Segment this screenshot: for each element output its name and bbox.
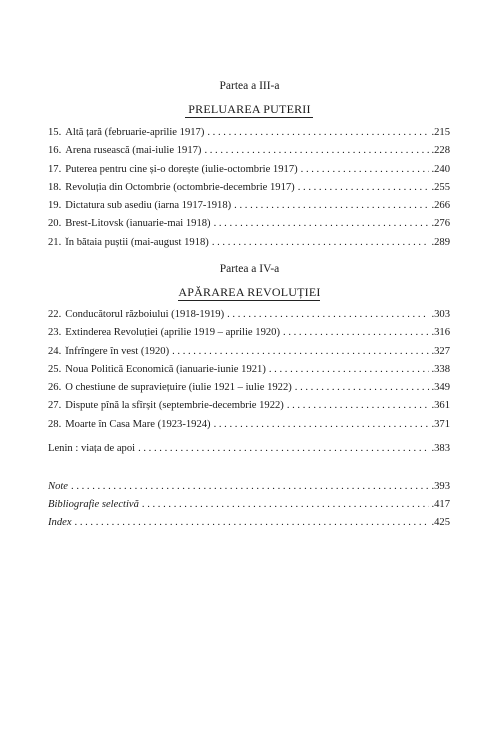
page-number: .266: [431, 200, 450, 212]
title-underline: [178, 300, 320, 301]
toc-entry: [48, 237, 450, 255]
chapter-title: Dictatura sub asediu (iarna 1917-1918): [65, 200, 232, 212]
toc-entry: [48, 481, 450, 499]
page-number: .327: [431, 345, 450, 357]
chapter-number: 24.: [48, 345, 62, 357]
dot-leader: [301, 164, 430, 175]
back-matter-title: Note: [48, 481, 69, 492]
chapter-title: Noua Politică Economică (ianuarie-iunie 1921): [65, 363, 266, 375]
dot-leader: [75, 517, 430, 528]
dot-leader: [287, 400, 430, 411]
page-number: .417: [431, 499, 450, 510]
chapter-title: Altă țară (februarie-aprilie 1917): [65, 127, 205, 138]
part-title: APĂRAREA REVOLUȚIEI: [178, 285, 321, 299]
dot-leader: [138, 443, 429, 454]
chapter-title: O chestiune de supraviețuire (iulie 1921 – iulie 1922): [65, 382, 292, 394]
chapter-number: 27.: [48, 400, 62, 412]
dot-leader: [207, 127, 429, 138]
chapter-number: 28.: [48, 418, 62, 430]
chapter-number: 17.: [48, 163, 62, 175]
page-number: .255: [431, 181, 450, 193]
chapter-title: Înfrîngere în vest (1920): [65, 345, 170, 357]
dot-leader: [298, 182, 430, 193]
toc-entry: [48, 382, 450, 400]
page-number: .361: [431, 400, 450, 412]
toc-list-back-matter: [48, 481, 450, 535]
toc-entry: [48, 145, 450, 163]
page-number: .276: [431, 218, 450, 230]
toc-entry: [48, 346, 450, 364]
part-heading: Partea a IV-a: [219, 263, 280, 275]
page-number: .289: [431, 236, 450, 248]
page-number: .393: [431, 481, 450, 492]
toc-entry: [48, 182, 450, 200]
dot-leader: [283, 327, 429, 338]
title-underline: [185, 117, 313, 118]
page-number: .371: [431, 418, 450, 430]
toc-list-part3: [48, 127, 450, 255]
page-number: .383: [431, 443, 450, 454]
dot-leader: [214, 218, 430, 229]
dot-leader: [227, 309, 429, 320]
toc-entry: [48, 517, 450, 535]
back-matter-title: Index: [48, 517, 72, 528]
dot-leader: [172, 346, 429, 357]
toc-entry: [48, 364, 450, 382]
page-number: .338: [431, 363, 450, 375]
page-number: .349: [431, 382, 450, 394]
part-heading: Partea a III-a: [219, 80, 280, 92]
back-matter-title: Bibliografie selectivă: [48, 499, 139, 510]
chapter-title: Dispute pînă la sfîrșit (septembrie-decembrie 1922): [65, 400, 284, 412]
chapter-title: Lenin : viața de apoi: [48, 443, 136, 454]
chapter-title: Arena rusească (mai-iulie 1917): [65, 145, 202, 157]
chapter-title: Moarte în Casa Mare (1923-1924): [65, 418, 211, 430]
chapter-number: 15.: [48, 127, 62, 138]
toc-entry: [48, 327, 450, 345]
chapter-number: 23.: [48, 327, 62, 339]
chapter-number: 26.: [48, 382, 62, 394]
dot-leader: [295, 382, 430, 393]
page-number: .240: [431, 163, 450, 175]
chapter-title: Revoluția din Octombrie (octombrie-decembrie 1917): [65, 181, 295, 193]
part-title: PRELUAREA PUTERII: [188, 102, 311, 116]
toc-entry: [48, 443, 450, 461]
chapter-title: Puterea pentru cine și-o dorește (iulie-octombrie 1917): [65, 163, 298, 175]
page-number: .425: [431, 517, 450, 528]
chapter-number: 19.: [48, 200, 62, 212]
toc-entry: [48, 164, 450, 182]
toc-list-afterlife: [48, 443, 450, 461]
toc-entry: [48, 309, 450, 327]
dot-leader: [234, 200, 429, 211]
toc-entry: [48, 499, 450, 517]
chapter-title: Extinderea Revoluției (aprilie 1919 – aprilie 1920): [65, 327, 281, 339]
page-number: .303: [431, 309, 450, 320]
toc-list-part4: [48, 309, 450, 437]
page-number: .215: [431, 127, 450, 138]
toc-entry: [48, 400, 450, 418]
chapter-number: 22.: [48, 309, 62, 320]
chapter-title: În bătaia puștii (mai-august 1918): [65, 236, 209, 248]
toc-entry: [48, 200, 450, 218]
chapter-number: 25.: [48, 363, 62, 375]
toc-entry: [48, 127, 450, 145]
dot-leader: [142, 499, 430, 510]
chapter-number: 20.: [48, 218, 62, 230]
dot-leader: [269, 364, 430, 375]
chapter-title: Brest-Litovsk (ianuarie-mai 1918): [65, 218, 211, 230]
dot-leader: [214, 419, 430, 430]
toc-entry: [48, 419, 450, 437]
toc-entry: [48, 218, 450, 236]
dot-leader: [71, 481, 429, 492]
chapter-number: 16.: [48, 145, 62, 157]
chapter-number: 18.: [48, 181, 62, 193]
page-number: .316: [431, 327, 450, 339]
chapter-title: Conducătorul războiului (1918-1919): [65, 309, 225, 320]
chapter-number: 21.: [48, 236, 62, 248]
dot-leader: [204, 145, 429, 156]
page-number: .228: [431, 145, 450, 157]
dot-leader: [212, 237, 430, 248]
